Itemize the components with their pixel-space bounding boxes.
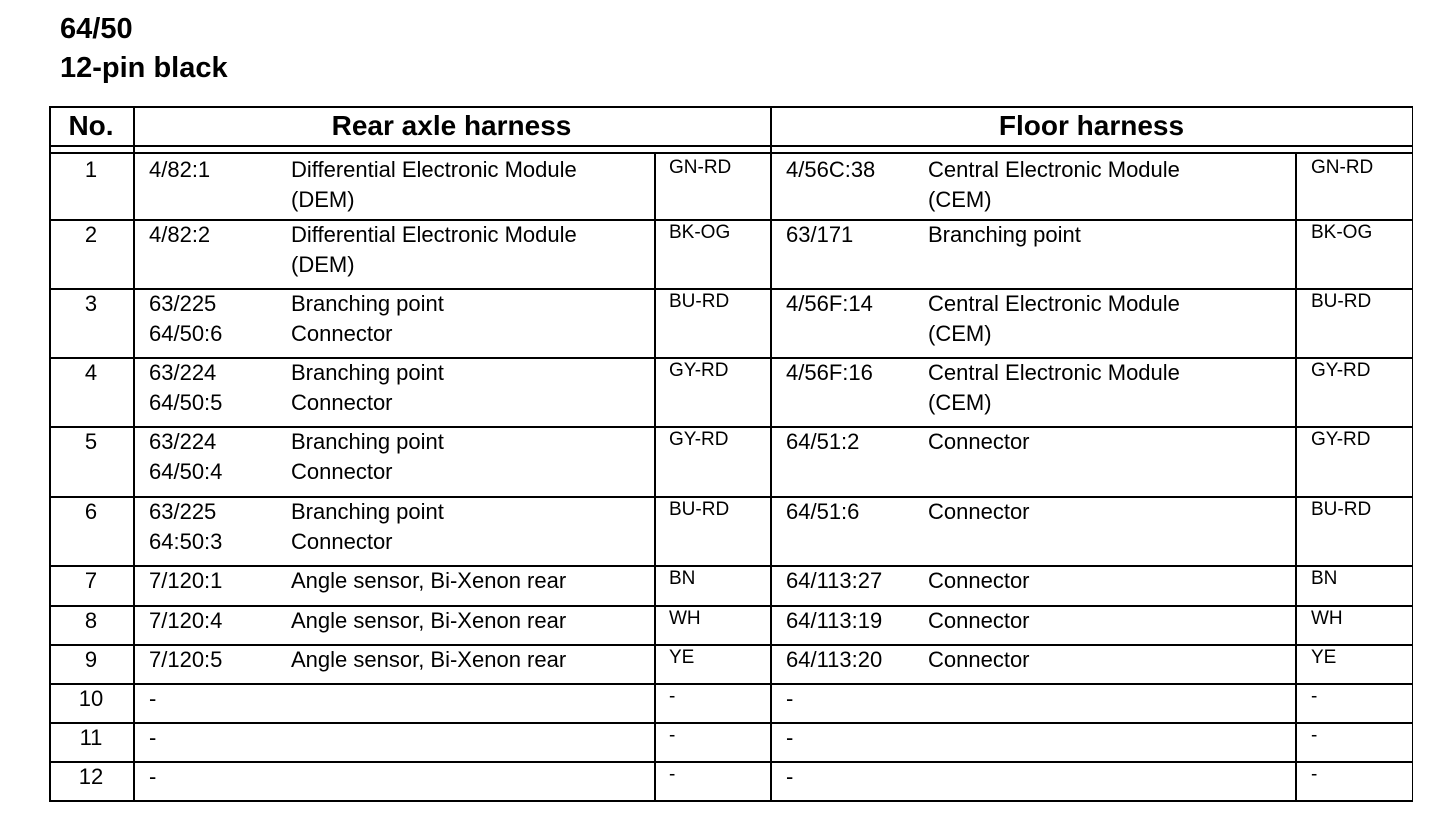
- rear-ref: 4/82:2: [149, 222, 211, 247]
- rear-ref: -: [149, 686, 157, 711]
- rear-description: Connector: [291, 459, 393, 484]
- pin-number: 5: [84, 429, 98, 454]
- table-grid: [49, 106, 1413, 803]
- rear-wire-color: GY-RD: [669, 360, 729, 381]
- pin-number: 10: [78, 686, 104, 711]
- floor-description: Central Electronic Module: [928, 291, 1180, 316]
- rear-description: Branching point: [291, 360, 444, 385]
- floor-description: Central Electronic Module: [928, 360, 1180, 385]
- floor-wire-color: -: [1311, 725, 1318, 746]
- floor-ref: 63/171: [786, 222, 854, 247]
- floor-wire-color: BK-OG: [1311, 222, 1373, 243]
- floor-description: Connector: [928, 429, 1030, 454]
- rear-ref: 64/50:5: [149, 390, 223, 415]
- rear-ref: 63/225: [149, 291, 217, 316]
- floor-ref: 64/113:20: [786, 647, 883, 672]
- rear-wire-color: GN-RD: [669, 157, 732, 178]
- floor-ref: -: [786, 686, 794, 711]
- floor-ref: 4/56C:38: [786, 157, 876, 182]
- rear-description: Angle sensor, Bi-Xenon rear: [291, 608, 567, 633]
- rear-wire-color: -: [669, 764, 676, 785]
- rear-ref: -: [149, 725, 157, 750]
- rear-wire-color: -: [669, 725, 676, 746]
- pin-number: 8: [84, 608, 98, 633]
- floor-ref: 64/113:27: [786, 568, 883, 593]
- floor-description: (CEM): [928, 187, 992, 212]
- pin-number: 7: [84, 568, 98, 593]
- floor-description: Connector: [928, 499, 1030, 524]
- rear-description: Differential Electronic Module: [291, 157, 577, 182]
- floor-description: (CEM): [928, 390, 992, 415]
- floor-wire-color: GY-RD: [1311, 360, 1371, 381]
- pinout-table: [49, 106, 1413, 803]
- rear-description: (DEM): [291, 187, 355, 212]
- rear-description: Connector: [291, 321, 393, 346]
- floor-wire-color: YE: [1311, 647, 1337, 668]
- floor-ref: 4/56F:14: [786, 291, 873, 316]
- rear-ref: 64/50:6: [149, 321, 223, 346]
- floor-wire-color: BU-RD: [1311, 499, 1372, 520]
- rear-ref: 7/120:5: [149, 647, 223, 672]
- rear-wire-color: YE: [669, 647, 695, 668]
- floor-description: Central Electronic Module: [928, 157, 1180, 182]
- floor-wire-color: GY-RD: [1311, 429, 1371, 450]
- floor-description: Connector: [928, 608, 1030, 633]
- rear-description: Branching point: [291, 429, 444, 454]
- floor-ref: 64/51:2: [786, 429, 860, 454]
- rear-ref: -: [149, 764, 157, 789]
- rear-wire-color: GY-RD: [669, 429, 729, 450]
- floor-description: Branching point: [928, 222, 1081, 247]
- rear-wire-color: WH: [669, 608, 701, 629]
- rear-ref: 64:50:3: [149, 529, 223, 554]
- floor-description: Connector: [928, 568, 1030, 593]
- rear-ref: 64/50:4: [149, 459, 223, 484]
- floor-wire-color: -: [1311, 686, 1318, 707]
- rear-wire-color: BK-OG: [669, 222, 731, 243]
- floor-ref: -: [786, 725, 794, 750]
- floor-wire-color: GN-RD: [1311, 157, 1374, 178]
- pin-number: 12: [78, 764, 104, 789]
- rear-ref: 63/224: [149, 429, 217, 454]
- connector-description: 12-pin black: [60, 52, 228, 84]
- rear-wire-color: BU-RD: [669, 291, 730, 312]
- floor-description: Connector: [928, 647, 1030, 672]
- rear-ref: 7/120:1: [149, 568, 223, 593]
- header-no: No.: [68, 110, 114, 141]
- pin-number: 4: [84, 360, 98, 385]
- rear-description: Differential Electronic Module: [291, 222, 577, 247]
- rear-description: Connector: [291, 529, 393, 554]
- rear-description: Branching point: [291, 291, 444, 316]
- floor-wire-color: WH: [1311, 608, 1343, 629]
- rear-wire-color: BU-RD: [669, 499, 730, 520]
- floor-description: (CEM): [928, 321, 992, 346]
- rear-description: Connector: [291, 390, 393, 415]
- rear-description: (DEM): [291, 252, 355, 277]
- pin-number: 11: [79, 725, 103, 750]
- floor-wire-color: BU-RD: [1311, 291, 1372, 312]
- rear-description: Angle sensor, Bi-Xenon rear: [291, 568, 567, 593]
- pin-number: 9: [84, 647, 98, 672]
- floor-wire-color: -: [1311, 764, 1318, 785]
- connector-id: 64/50: [60, 13, 133, 45]
- floor-ref: 64/51:6: [786, 499, 860, 524]
- pin-number: 3: [84, 291, 98, 316]
- rear-wire-color: BN: [669, 568, 696, 589]
- pin-number: 6: [84, 499, 98, 524]
- floor-ref: 64/113:19: [786, 608, 883, 633]
- header-rear-axle-harness: Rear axle harness: [331, 110, 572, 141]
- pin-number: 2: [84, 222, 98, 247]
- rear-ref: 7/120:4: [149, 608, 223, 633]
- floor-ref: -: [786, 764, 794, 789]
- rear-ref: 63/225: [149, 499, 217, 524]
- header-floor-harness: Floor harness: [998, 110, 1185, 141]
- rear-ref: 63/224: [149, 360, 217, 385]
- floor-wire-color: BN: [1311, 568, 1338, 589]
- rear-wire-color: -: [669, 686, 676, 707]
- rear-description: Angle sensor, Bi-Xenon rear: [291, 647, 567, 672]
- pin-number: 1: [84, 157, 98, 182]
- rear-ref: 4/82:1: [149, 157, 211, 182]
- floor-ref: 4/56F:16: [786, 360, 873, 385]
- rear-description: Branching point: [291, 499, 444, 524]
